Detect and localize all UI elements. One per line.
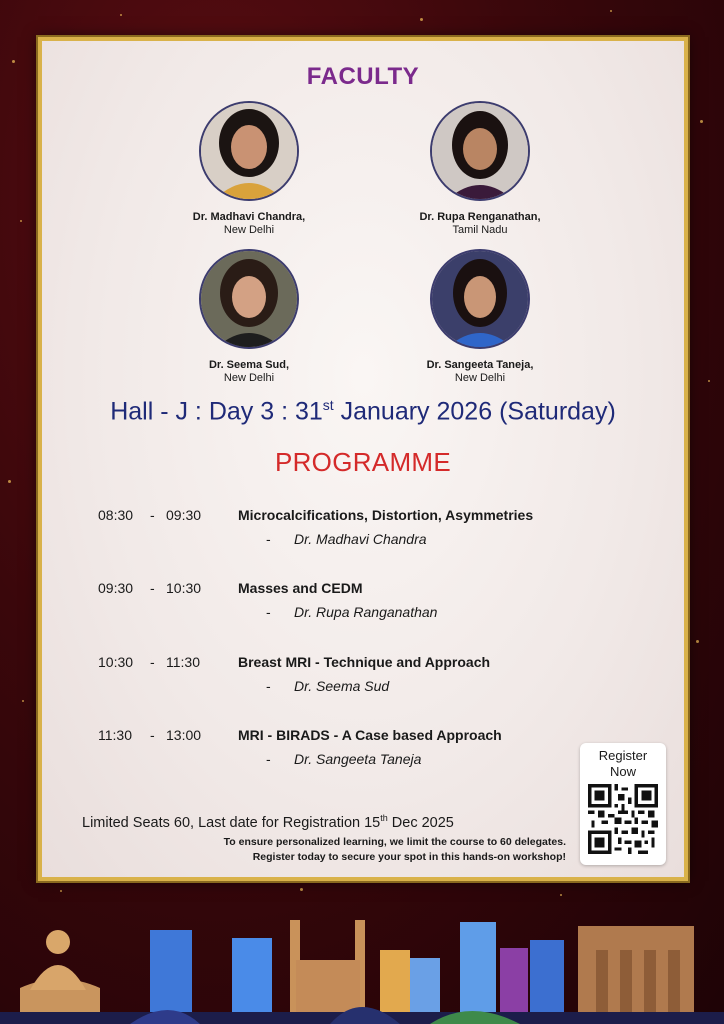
register-now-qr[interactable] <box>580 743 666 865</box>
hall-day-date <box>42 397 684 426</box>
note-register-today: Register today to secure your spot in this hands-on workshop! <box>252 851 566 863</box>
session-start: 10:30 <box>98 654 134 670</box>
limited-prefix: Limited Seats 60, Last date for Registration 15 <box>82 814 381 831</box>
person-portrait-icon <box>432 251 528 347</box>
session-end: 09:30 <box>166 507 202 523</box>
faculty-name: Dr. Sangeeta Taneja, <box>426 359 534 371</box>
session-2 <box>98 580 618 624</box>
speaker-dash: - <box>266 531 271 547</box>
session-end: 10:30 <box>166 580 202 596</box>
faculty-member-1 <box>149 101 349 236</box>
limited-suffix: Dec 2025 <box>387 814 454 831</box>
faculty-member-2 <box>380 101 580 236</box>
faculty-photo <box>430 249 530 349</box>
register-line-1: Register <box>598 748 648 763</box>
faculty-city: New Delhi <box>223 224 275 236</box>
hall-day-prefix: Hall - J : Day 3 : 31 <box>110 397 323 426</box>
session-topic: MRI - BIRADS - A Case based Approach <box>238 727 502 743</box>
faculty-member-4 <box>380 249 580 384</box>
session-3 <box>98 654 618 698</box>
session-topic: Microcalcifications, Distortion, Asymmetries <box>238 507 534 523</box>
flyer-card <box>38 37 688 881</box>
session-dash: - <box>150 727 155 743</box>
session-speaker: Dr. Seema Sud <box>294 678 390 694</box>
faculty-photo <box>199 249 299 349</box>
speaker-dash: - <box>266 751 271 767</box>
note-personalized-learning: To ensure personalized learning, we limit the course to 60 delegates. <box>223 836 566 848</box>
session-start: 11:30 <box>98 727 132 743</box>
session-4 <box>98 727 618 771</box>
register-line-2: Now <box>609 764 636 779</box>
session-start: 08:30 <box>98 507 134 523</box>
city-skyline-decoration <box>0 900 724 1024</box>
faculty-title: FACULTY <box>306 63 420 90</box>
qr-code-icon[interactable] <box>588 784 658 854</box>
session-topic: Masses and CEDM <box>238 580 363 596</box>
person-portrait-icon <box>201 251 297 347</box>
person-portrait-icon <box>432 103 528 199</box>
hall-day-suffix: January 2026 (Saturday) <box>333 397 616 426</box>
person-portrait-icon <box>201 103 297 199</box>
programme-title: PROGRAMME <box>274 447 452 477</box>
session-dash: - <box>150 654 155 670</box>
session-end: 13:00 <box>166 727 202 743</box>
faculty-photo <box>199 101 299 201</box>
faculty-name: Dr. Madhavi Chandra, <box>192 211 306 223</box>
session-1 <box>98 507 618 551</box>
faculty-city: New Delhi <box>454 372 506 384</box>
session-speaker: Dr. Rupa Ranganathan <box>294 604 438 620</box>
faculty-member-3 <box>149 249 349 384</box>
hall-day-sup: st <box>322 397 334 413</box>
faculty-name: Dr. Seema Sud, <box>208 359 290 371</box>
faculty-photo <box>430 101 530 201</box>
session-dash: - <box>150 507 155 523</box>
session-speaker: Dr. Sangeeta Taneja <box>294 751 422 767</box>
session-dash: - <box>150 580 155 596</box>
limited-seats-text <box>82 813 454 831</box>
session-start: 09:30 <box>98 580 134 596</box>
session-topic: Breast MRI - Technique and Approach <box>238 654 491 670</box>
faculty-name: Dr. Rupa Renganathan, <box>419 211 541 223</box>
session-speaker: Dr. Madhavi Chandra <box>294 531 427 547</box>
faculty-city: New Delhi <box>223 372 275 384</box>
session-end: 11:30 <box>166 654 200 670</box>
register-label <box>580 748 666 780</box>
faculty-city: Tamil Nadu <box>452 224 508 236</box>
speaker-dash: - <box>266 678 271 694</box>
limited-sup: th <box>380 813 388 823</box>
speaker-dash: - <box>266 604 271 620</box>
